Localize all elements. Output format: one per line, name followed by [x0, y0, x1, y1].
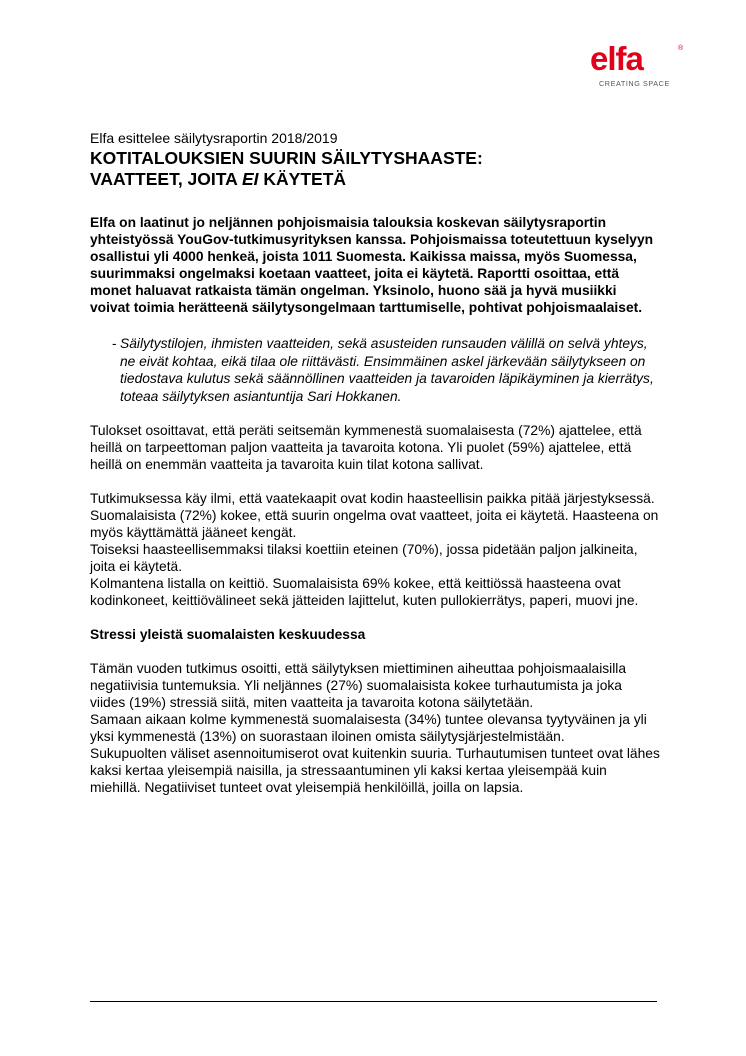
headline-line-2-pre: VAATTEET, JOITA: [90, 169, 242, 189]
paragraph-gender: Sukupuolten väliset asennoitumiserot ovat kuitenkin suuria. Turhautumisen tunteet ovat lähes kaksi kertaa yleisempiä naisilla, ja stressaantuminen yli kaksi kertaa yleisempää kuin miehillä. Negatiiviset tunteet ovat yleisempiä henkilöillä, joilla on lapsia.: [90, 746, 660, 795]
elfa-logo: [590, 40, 690, 88]
footer-divider: [90, 1001, 657, 1002]
lead-paragraph: Elfa on laatinut jo neljännen pohjoismaisia talouksia koskevan säilytysraportin yhteistyössä YouGov-tutkimusyrityksen kanssa. Pohjoismaissa toteutettuun kyselyyn osallistui yli 4000 henkeä, joista 1011 Suomesta. Kaikissa maissa, myös Suomessa, suurimmaksi ongelmaksi koetaan vaatteet, joita ei käytetä. Raportti osoittaa, että monet haluavat ratkaista tämän ongelman. Yksinolo, huono sää ja hyvä musiikki voivat toimia herätteenä säilytysongelmaan tarttumiselle, pohtivat pohjoismaalaiset.: [90, 215, 654, 315]
expert-quote: [90, 335, 660, 405]
logo-tagline: CREATING SPACE: [599, 79, 670, 88]
headline-emphasis: EI: [242, 169, 259, 189]
kicker: Elfa esittelee säilytysraportin 2018/2019: [90, 130, 338, 146]
registered-mark: ®: [678, 45, 684, 52]
headline: [90, 148, 660, 190]
paragraph-kitchen: Kolmantena listalla on keittiö. Suomalaisista 69% kokee, että keittiössä haasteena ovat kodinkoneet, keittiövälineet sekä jätteiden lajittelut, kuten pullokierrätys, paperi, muovi jne.: [90, 576, 639, 608]
headline-line-2-post: KÄYTETÄ: [258, 169, 347, 189]
quote-text: Säilytystilojen, ihmisten vaatteiden, sekä asusteiden runsauden välillä on selvä yhteys, ne eivät kohtaa, eikä tilaa ole riittävästi. Ensimmäinen askel järkevään säilytykseen on tiedostava kulutus sekä säännöllinen vaatteiden ja tavaroiden läpikäyminen ja kierrätys, toteaa säilytyksen asiantuntija Sari Hokkanen.: [120, 336, 654, 404]
paragraph-satisfied: Samaan aikaan kolme kymmenestä suomalaisesta (34%) tuntee olevansa tyytyväinen ja yli yksi kymmenestä (13%) on suorastaan iloinen omista säilytysjärjestelmistään.: [90, 712, 647, 744]
paragraph-stress: Tämän vuoden tutkimus osoitti, että säilytyksen miettiminen aiheuttaa pohjoismaalaisilla negatiivisia tuntemuksia. Yli neljännes (27%) suomalaisista kokee turhautumista ja joka viides (19%) stressiä siitä, miten vaatteita ja tavaroita kotona säilytetään.: [90, 661, 627, 710]
logo-wordmark: elfa: [590, 40, 643, 77]
paragraph-hallway: Toiseksi haasteellisemmaksi tilaksi koettiin eteinen (70%), jossa pidetään paljon jalkineita, joita ei käytetä.: [90, 542, 638, 574]
headline-line-1: KOTITALOUKSIEN SUURIN SÄILYTYSHAASTE:: [90, 148, 483, 168]
paragraph-closets: Tutkimuksessa käy ilmi, että vaatekaapit ovat kodin haasteellisin paikka pitää järjestyksessä. Suomalaisista (72%) kokee, että suurin ongelma ovat vaatteet, joita ei käytetä. Haasteena on myös käyttämättä jääneet kengät.: [90, 491, 659, 540]
press-release-body: [90, 130, 660, 796]
quote-dash: -: [112, 336, 117, 351]
section-heading: Stressi yleistä suomalaisten keskuudessa: [90, 627, 366, 642]
paragraph-results: Tulokset osoittavat, että peräti seitsemän kymmenestä suomalaisesta (72%) ajattelee, että heillä on tarpeettoman paljon vaatteita ja tavaroita kotona. Yli puolet (59%) ajattelee, että heillä on enemmän vaatteita ja tavaroita kuin tilat kotona sallivat.: [90, 423, 642, 472]
